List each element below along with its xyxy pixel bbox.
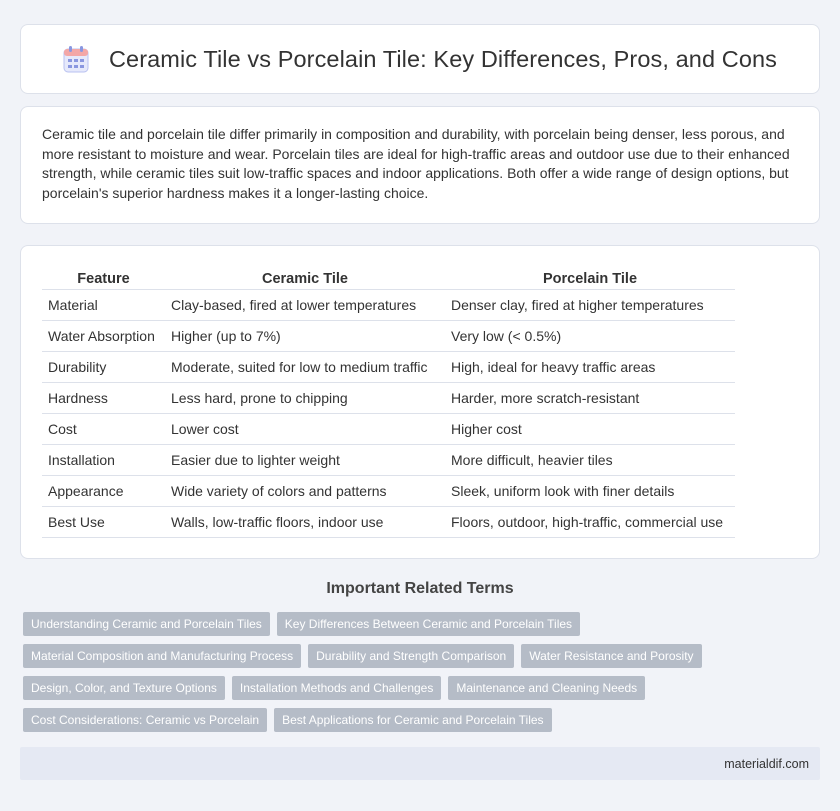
ceramic-cell: Clay-based, fired at lower temperatures <box>165 289 445 320</box>
tag-row <box>23 708 823 732</box>
feature-cell: Water Absorption <box>42 320 165 351</box>
comparison-card <box>20 245 820 559</box>
calendar-icon <box>63 45 89 73</box>
related-terms-tags <box>23 612 823 740</box>
table-row <box>42 475 735 506</box>
ceramic-cell: Higher (up to 7%) <box>165 320 445 351</box>
tag-row <box>23 676 823 700</box>
related-term-tag[interactable]: Best Applications for Ceramic and Porcelain Tiles <box>274 708 551 732</box>
feature-cell: Material <box>42 289 165 320</box>
footer <box>20 747 820 780</box>
related-term-tag[interactable]: Understanding Ceramic and Porcelain Tiles <box>23 612 270 636</box>
table-row <box>42 351 735 382</box>
table-row <box>42 444 735 475</box>
table-row <box>42 320 735 351</box>
porcelain-cell: Harder, more scratch-resistant <box>445 382 735 413</box>
porcelain-cell: Denser clay, fired at higher temperatures <box>445 289 735 320</box>
feature-cell: Durability <box>42 351 165 382</box>
porcelain-cell: Floors, outdoor, high-traffic, commercial use <box>445 506 735 537</box>
column-header-feature: Feature <box>42 268 165 289</box>
related-terms-title: Important Related Terms <box>326 580 514 597</box>
ceramic-cell: Wide variety of colors and patterns <box>165 475 445 506</box>
feature-cell: Best Use <box>42 506 165 537</box>
comparison-table <box>42 268 735 538</box>
feature-cell: Appearance <box>42 475 165 506</box>
feature-cell: Installation <box>42 444 165 475</box>
intro-card <box>20 106 820 224</box>
table-row <box>42 413 735 444</box>
header-card <box>20 24 820 94</box>
table-header-row <box>42 268 735 289</box>
related-term-tag[interactable]: Maintenance and Cleaning Needs <box>448 676 645 700</box>
site-link[interactable]: materialdif.com <box>724 756 809 771</box>
feature-cell: Cost <box>42 413 165 444</box>
ceramic-cell: Lower cost <box>165 413 445 444</box>
related-term-tag[interactable]: Material Composition and Manufacturing Process <box>23 644 301 668</box>
table-row <box>42 506 735 537</box>
column-header-porcelain: Porcelain Tile <box>445 268 735 289</box>
ceramic-cell: Less hard, prone to chipping <box>165 382 445 413</box>
related-term-tag[interactable]: Installation Methods and Challenges <box>232 676 441 700</box>
ceramic-cell: Walls, low-traffic floors, indoor use <box>165 506 445 537</box>
column-header-ceramic: Ceramic Tile <box>165 268 445 289</box>
tag-row <box>23 612 823 636</box>
related-term-tag[interactable]: Cost Considerations: Ceramic vs Porcelain <box>23 708 267 732</box>
porcelain-cell: High, ideal for heavy traffic areas <box>445 351 735 382</box>
ceramic-cell: Easier due to lighter weight <box>165 444 445 475</box>
porcelain-cell: Very low (< 0.5%) <box>445 320 735 351</box>
ceramic-cell: Moderate, suited for low to medium traffic <box>165 351 445 382</box>
header <box>63 45 777 73</box>
porcelain-cell: Sleek, uniform look with finer details <box>445 475 735 506</box>
porcelain-cell: More difficult, heavier tiles <box>445 444 735 475</box>
feature-cell: Hardness <box>42 382 165 413</box>
table-row <box>42 289 735 320</box>
related-term-tag[interactable]: Durability and Strength Comparison <box>308 644 514 668</box>
related-term-tag[interactable]: Design, Color, and Texture Options <box>23 676 225 700</box>
intro-paragraph: Ceramic tile and porcelain tile differ primarily in composition and durability, with porcelain being denser, less porous, and more resistant to moisture and wear. Porcelain tiles are ideal for high-traffic areas and outdoor use due to their enhanced strength, while ceramic tiles suit low-traffic spaces and indoor applications. Both offer a wide range of design options, but porcelain's superior hardness makes it a longer-lasting choice. <box>42 126 790 201</box>
related-term-tag[interactable]: Water Resistance and Porosity <box>521 644 701 668</box>
tag-row <box>23 644 823 668</box>
page-title: Ceramic Tile vs Porcelain Tile: Key Differences, Pros, and Cons <box>108 45 778 72</box>
related-term-tag[interactable]: Key Differences Between Ceramic and Porcelain Tiles <box>277 612 580 636</box>
porcelain-cell: Higher cost <box>445 413 735 444</box>
table-row <box>42 382 735 413</box>
